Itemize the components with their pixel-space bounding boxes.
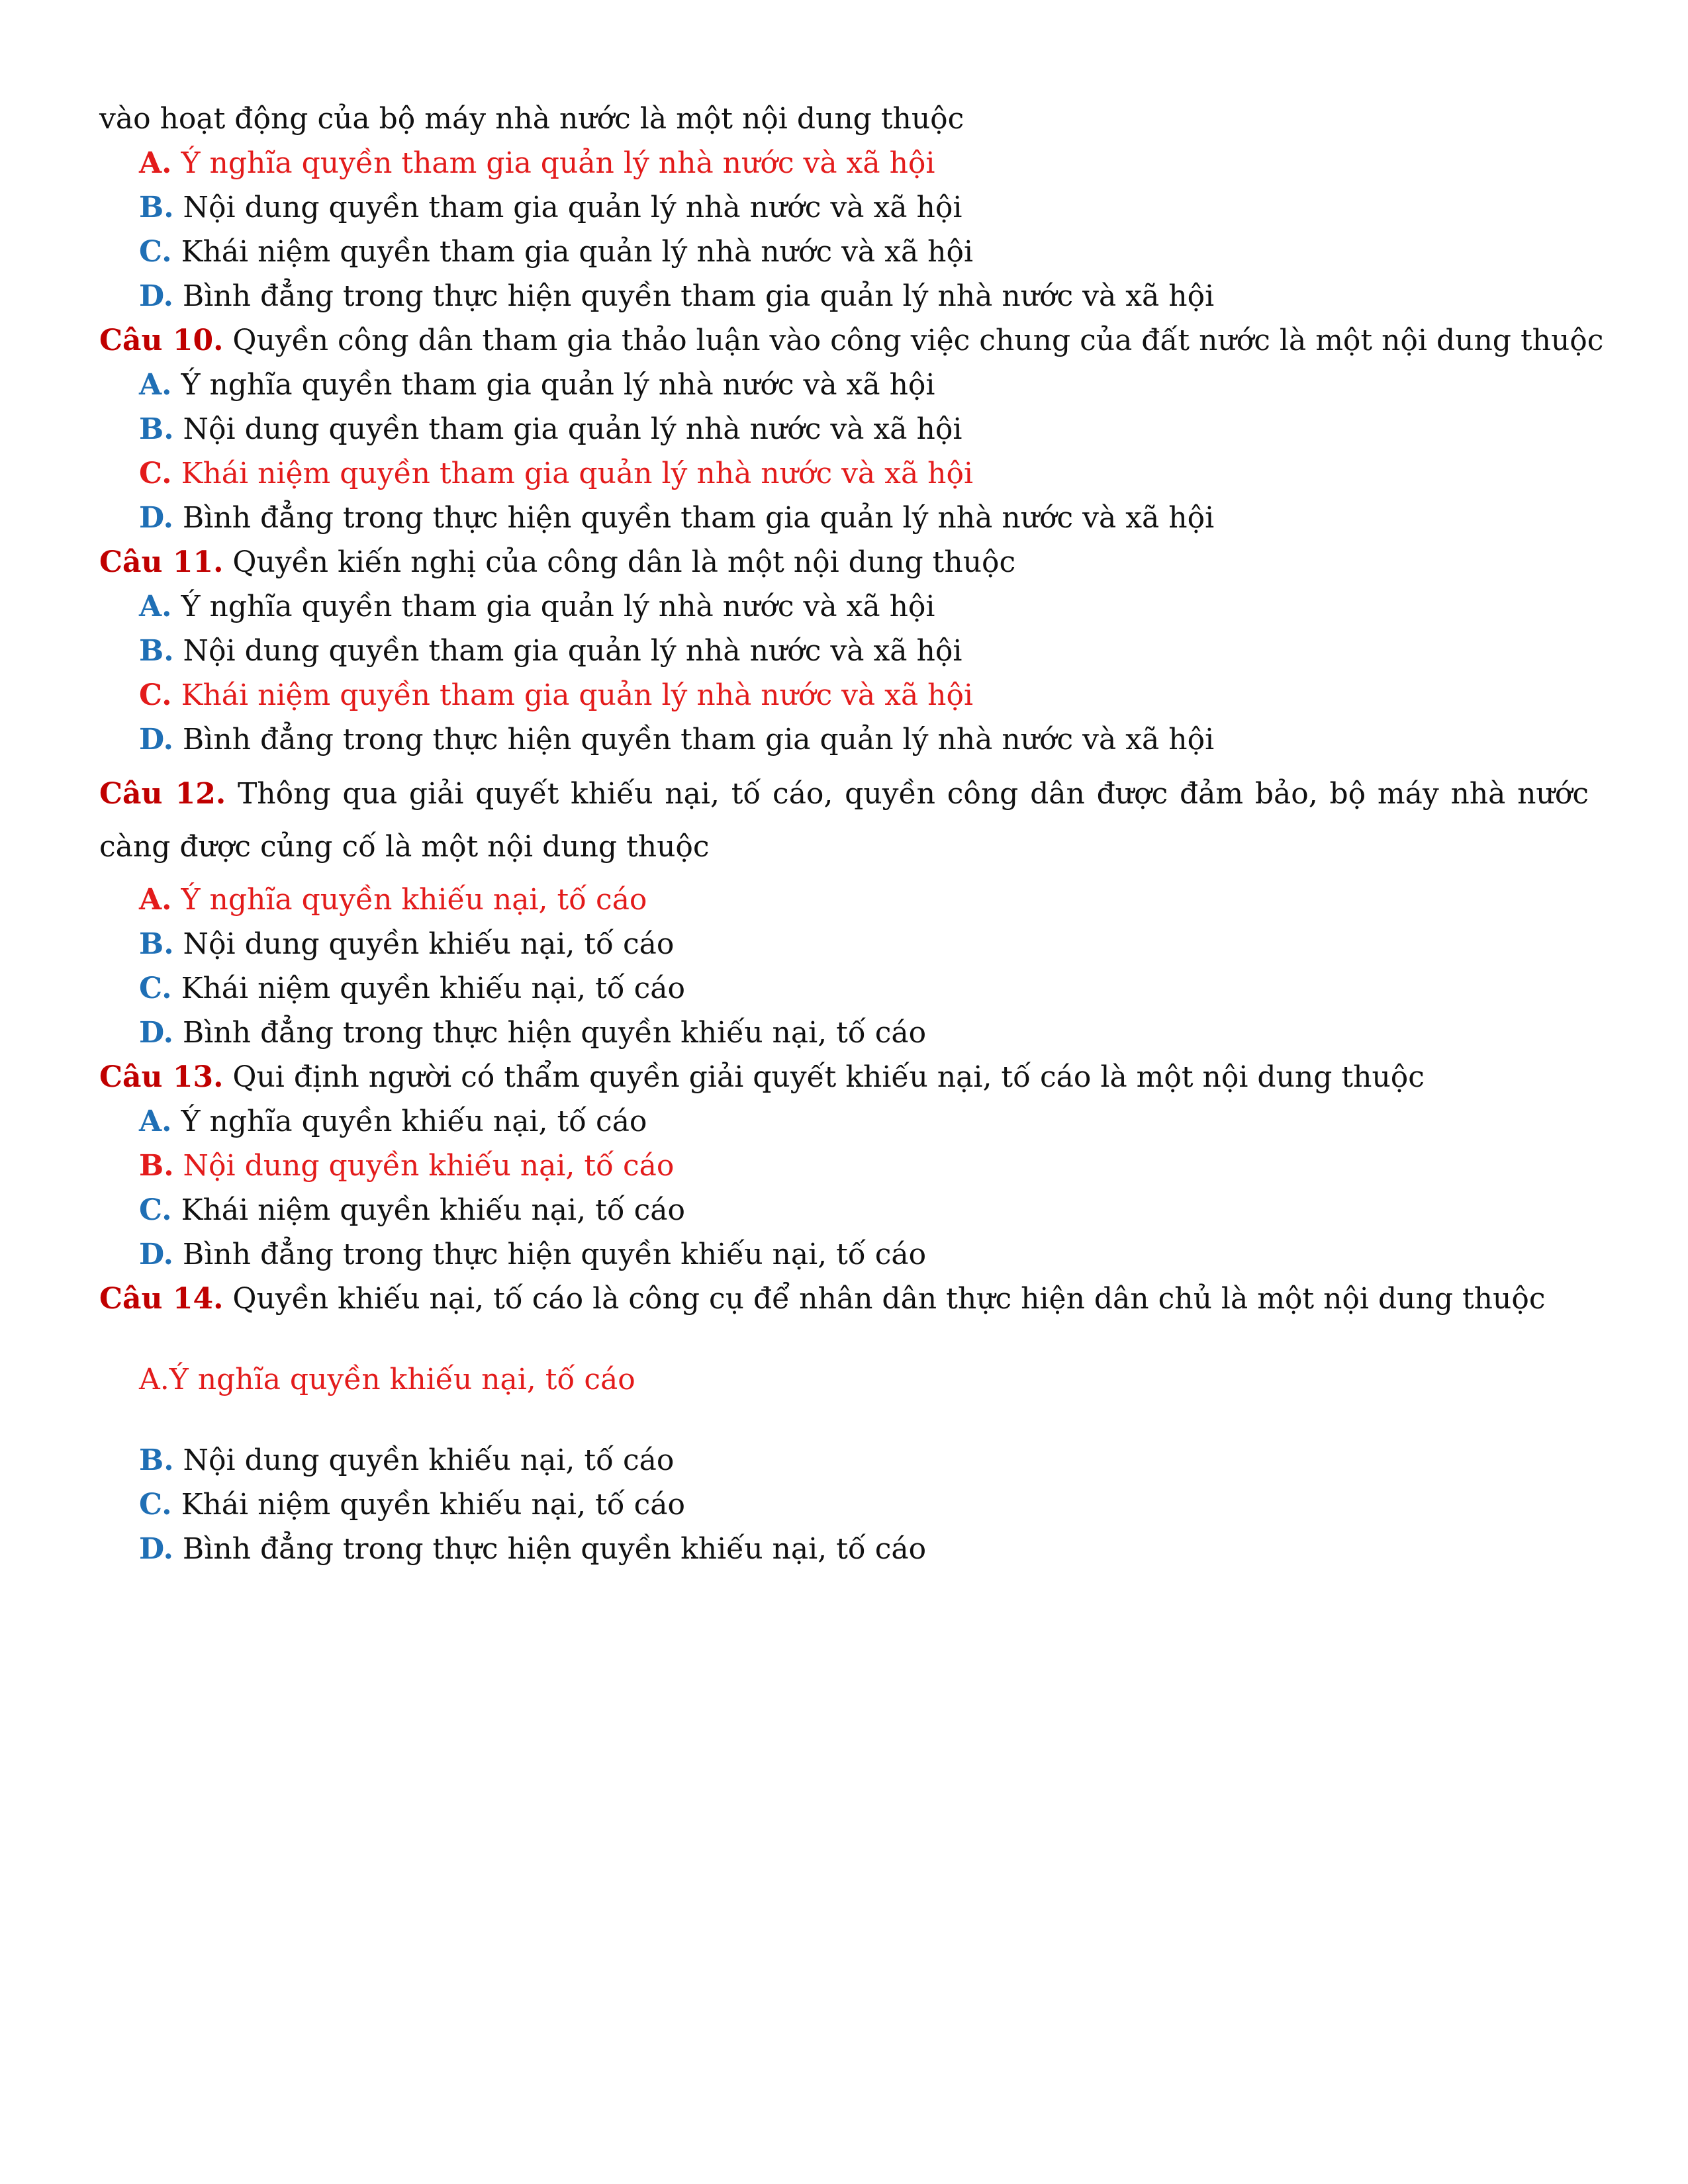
option-text: Bình đẳng trong thực hiện quyền tham gia quản lý nhà nước và xã hội — [182, 501, 1215, 535]
q11-option-d — [139, 720, 1589, 760]
q14-option-a: A.Ý nghĩa quyền khiếu nại, tố cáo — [139, 1363, 635, 1396]
option-letter: C. — [139, 678, 172, 712]
option-text: Khái niệm quyền tham gia quản lý nhà nước và xã hội — [181, 678, 974, 712]
question-text: Thông qua giải quyết khiếu nại, tố cáo, quyền công dân được đảm bảo, bộ máy nhà nước — [237, 777, 1589, 811]
option-text: Ý nghĩa quyền khiếu nại, tố cáo — [181, 1105, 647, 1138]
option-text: Nội dung quyền khiếu nại, tố cáo — [183, 1443, 675, 1477]
option-letter: D. — [139, 1016, 173, 1050]
q10-option-a — [139, 365, 1589, 405]
option-text: Ý nghĩa quyền khiếu nại, tố cáo — [181, 883, 647, 917]
option-letter: C. — [139, 972, 172, 1005]
question-9-continuation: vào hoạt động của bộ máy nhà nước là một nội dung thuộc — [99, 102, 964, 136]
option-letter: B. — [139, 191, 174, 224]
option-text: Nội dung quyền khiếu nại, tố cáo — [183, 927, 675, 961]
q9-option-c — [139, 232, 1589, 272]
option-letter: D. — [139, 501, 173, 535]
option-text: Bình đẳng trong thực hiện quyền khiếu nại, tố cáo — [182, 1016, 927, 1050]
q9-option-d — [139, 277, 1589, 316]
option-text: Nội dung quyền khiếu nại, tố cáo — [183, 1149, 675, 1183]
question-label: Câu 13. — [99, 1060, 224, 1094]
q14-option-b — [139, 1441, 1589, 1480]
q12-option-c — [139, 969, 1589, 1009]
option-letter: D. — [139, 723, 173, 756]
q13-option-a — [139, 1102, 1589, 1142]
option-text: Ý nghĩa quyền tham gia quản lý nhà nước và xã hội — [181, 146, 935, 180]
q9-option-a — [139, 144, 1589, 183]
q11-option-a — [139, 587, 1589, 627]
q10-option-c — [139, 454, 1589, 494]
option-letter: A. — [139, 368, 172, 402]
question-14 — [99, 1279, 1589, 1319]
question-10 — [99, 321, 1604, 361]
question-12-line-2: càng được củng cố là một nội dung thuộc — [99, 830, 710, 864]
option-letter: D. — [139, 1532, 173, 1566]
option-letter: C. — [139, 457, 172, 490]
question-label: Câu 14. — [99, 1282, 224, 1316]
option-letter: C. — [139, 235, 172, 269]
option-text: Khái niệm quyền tham gia quản lý nhà nước và xã hội — [181, 457, 974, 490]
question-label: Câu 12. — [99, 777, 226, 811]
question-text: Qui định người có thẩm quyền giải quyết khiếu nại, tố cáo là một nội dung thuộc — [232, 1060, 1425, 1094]
q10-option-b — [139, 410, 1589, 449]
option-letter: B. — [139, 1443, 174, 1477]
option-text: Bình đẳng trong thực hiện quyền tham gia quản lý nhà nước và xã hội — [182, 723, 1215, 756]
option-letter: A. — [139, 883, 172, 917]
q10-option-d — [139, 498, 1589, 538]
q14-option-c — [139, 1485, 1589, 1525]
q11-option-c — [139, 676, 1589, 715]
question-label: Câu 10. — [99, 324, 224, 357]
q14-option-d — [139, 1529, 1589, 1569]
question-label: Câu 11. — [99, 545, 224, 579]
option-letter: D. — [139, 1238, 173, 1271]
option-letter: C. — [139, 1193, 172, 1227]
option-letter: B. — [139, 412, 174, 446]
option-text: Khái niệm quyền khiếu nại, tố cáo — [181, 1193, 686, 1227]
option-text: Bình đẳng trong thực hiện quyền tham gia quản lý nhà nước và xã hội — [182, 279, 1215, 313]
q11-option-b — [139, 631, 1589, 671]
question-text: Quyền công dân tham gia thảo luận vào công việc chung của đất nước là một nội dung thuộc — [232, 324, 1604, 357]
question-13 — [99, 1058, 1589, 1097]
option-text: Ý nghĩa quyền tham gia quản lý nhà nước và xã hội — [181, 590, 935, 623]
option-text: Nội dung quyền tham gia quản lý nhà nước và xã hội — [183, 191, 962, 224]
option-text: Bình đẳng trong thực hiện quyền khiếu nại, tố cáo — [182, 1238, 927, 1271]
option-text: Ý nghĩa quyền tham gia quản lý nhà nước và xã hội — [181, 368, 935, 402]
option-letter: A. — [139, 146, 172, 180]
question-text: Quyền khiếu nại, tố cáo là công cụ để nhân dân thực hiện dân chủ là một nội dung thuộc — [232, 1282, 1546, 1316]
option-letter: A. — [139, 1105, 172, 1138]
q13-option-b — [139, 1146, 1589, 1186]
option-letter: A. — [139, 590, 172, 623]
q13-option-c — [139, 1191, 1589, 1230]
option-text: Nội dung quyền tham gia quản lý nhà nước và xã hội — [183, 634, 962, 668]
question-11 — [99, 543, 1589, 582]
option-letter: B. — [139, 634, 174, 668]
option-text: Khái niệm quyền khiếu nại, tố cáo — [181, 1488, 686, 1522]
q12-option-b — [139, 925, 1589, 964]
option-text: Khái niệm quyền khiếu nại, tố cáo — [181, 972, 686, 1005]
option-letter: B. — [139, 1149, 174, 1183]
question-12 — [99, 774, 1589, 814]
question-text: Quyền kiến nghị của công dân là một nội dung thuộc — [232, 545, 1016, 579]
option-text: Bình đẳng trong thực hiện quyền khiếu nại, tố cáo — [182, 1532, 927, 1566]
q12-option-a — [139, 880, 1589, 920]
q13-option-d — [139, 1235, 1589, 1275]
option-letter: C. — [139, 1488, 172, 1522]
option-text: Khái niệm quyền tham gia quản lý nhà nước và xã hội — [181, 235, 974, 269]
q9-option-b — [139, 188, 1589, 228]
option-letter: B. — [139, 927, 174, 961]
option-letter: D. — [139, 279, 173, 313]
q12-option-d — [139, 1013, 1589, 1053]
option-text: Nội dung quyền tham gia quản lý nhà nước và xã hội — [183, 412, 962, 446]
